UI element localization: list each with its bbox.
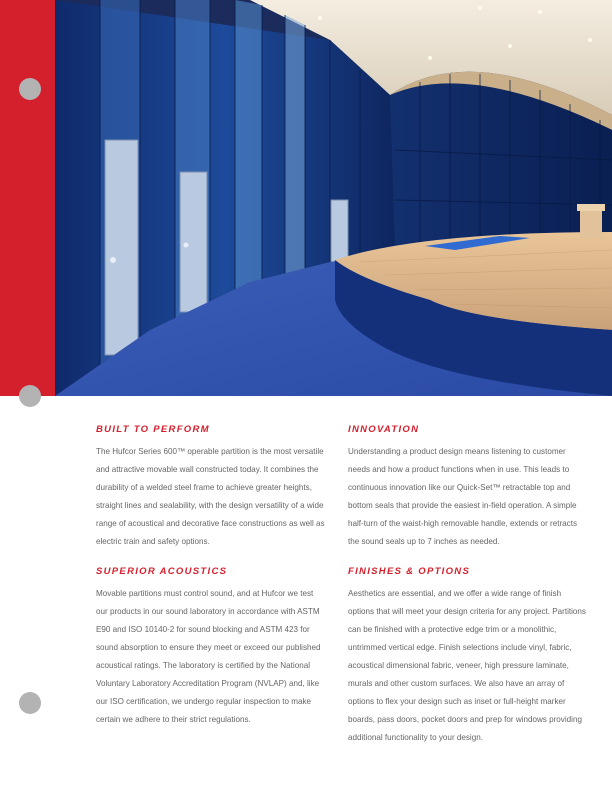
right-column: [348, 424, 588, 761]
section-innovation: [348, 424, 588, 552]
section-finishes-options: [348, 566, 588, 748]
heading-finishes-options: FINISHES & OPTIONS: [348, 565, 471, 577]
punch-hole-middle: [19, 385, 41, 407]
heading-innovation: INNOVATION: [348, 424, 420, 435]
heading-built-to-perform: BUILT TO PERFORM: [96, 424, 210, 435]
body-built-to-perform: The Hufcor Series 600™ operable partition is the most versatile and attractive movable wall constructed today. It combines the durability of a welded steel frame to achieve greater heights, straight lines and sealability, with the design versatility of a wide range of acoustical and decorative face constructions as well as electric train and safety options.: [96, 447, 325, 547]
body-finishes-options: Aesthetics are essential, and we offer a wide range of finish options that will meet your design criteria for any project. Partitions can be finished with a protective edge trim or a monolithic, untrimmed vertical edge. Finish selections include vinyl, fabric, acoustical dimensional fabric, veneer, high pressure laminate, murals and other custom surfaces. We also have an array of options to flex your design such as inset or full-height marker boards, pass doors, pocket doors and prep for windows providing additional functionality to your design.: [348, 588, 586, 743]
section-built-to-perform: [96, 424, 326, 552]
left-column: [96, 424, 326, 743]
punch-hole-top: [19, 78, 41, 100]
section-superior-acoustics: [96, 566, 326, 730]
body-superior-acoustics: Movable partitions must control sound, and at Hufcor we test our products in our sound laboratory in accordance with ASTM E90 and ISO 10140-2 for sound blocking and ASTM 423 for sound absorption to ensure they meet or exceed our published acoustical ratings. The laboratory is certified by the National Voluntary Laboratory Accreditation Program (NVLAP) and, like our ISO certification, we undergo regular inspection to make certain we adhere to their strict regulations.: [96, 588, 321, 725]
red-margin-strip: [0, 0, 55, 396]
heading-superior-acoustics: SUPERIOR ACOUSTICS: [96, 565, 228, 577]
punch-hole-bottom: [19, 692, 41, 714]
body-innovation: Understanding a product design means listening to customer needs and how a product functions when in use. This leads to continuous innovation like our Quick-Set™ retractable top and bottom seals that provide the easiest in-field operation. A simple half-turn of the waist-high removable handle, extends or retracts the sound seals up to 7 inches as needed.: [348, 447, 577, 547]
